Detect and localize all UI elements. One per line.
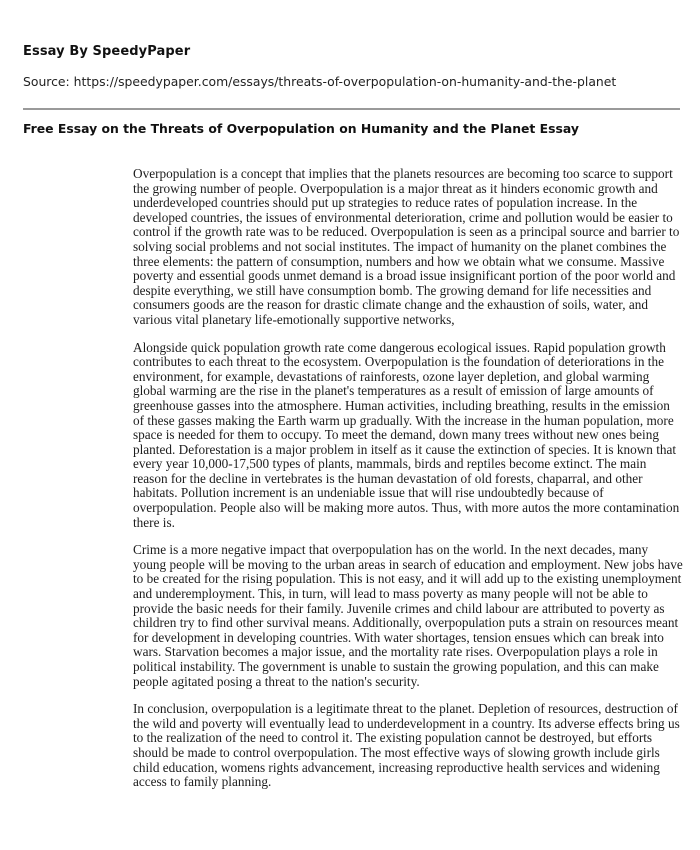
essay-paragraph: Alongside quick population growth rate come dangerous ecological issues. Rapid population growth contributes to each threat to the ecosystem. Overpopulation is the foundation of deteriorations in the environment, for example, devastations of rainforests, ozone layer depletion, and global warming global warming are the rise in the planet's temperatures as a result of emission of large amounts of greenhouse gasses into the atmosphere. Human activities, including breathing, results in the emission of these gasses making the Earth warm up gradually. With the increase in the human population, more space is needed for them to occupy. To meet the demand, down many trees without new ones being planted. Deforestation is a major problem in itself as it cause the extinction of species. It is known that every year 10,000-17,500 types of plants, mammals, birds and reptiles become extinct. The main reason for the decline in vertebrates is the human devastation of old forests, chaparral, and other habitats. Pollution increment is an undeniable issue that will rise undoubtedly because of overpopulation. People also will be making more autos. Thus, with more autos the more contamination there is. bbox=[133, 339, 680, 530]
essay-paragraph: Crime is a more negative impact that overpopulation has on the world. In the next decades, many young people will be moving to the urban areas in search of education and employment. New jobs have to be created for the rising population. This is not easy, and it will add up to the existing unemployment and underemployment. This, in turn, will lead to mass poverty as many people will not be able to provide the basic needs for their family. Juvenile crimes and child labour are attributed to poverty as children try to find other survival means. Additionally, overpopulation puts a strain on resources meant for development in developing countries. With water shortages, tension ensues which can break into wars. Starvation becomes a major issue, and the mortality rate rises. Overpopulation plays a role in political instability. The government is unable to sustain the growing population, and this can make people agitated posing a threat to the nation's security. bbox=[133, 542, 683, 689]
source-line: Source: https://speedypaper.com/essays/threats-of-overpopulation-on-humanity-and-the-planet bbox=[23, 74, 617, 89]
essay-paragraph: In conclusion, overpopulation is a legitimate threat to the planet. Depletion of resources, destruction of the wild and poverty will eventually lead to underdevelopment in a country. Its adverse effects bring us to the realization of the need to control it. The existing population cannot be destroyed, but efforts should be made to control overpopulation. The most effective ways of slowing growth include girls child education, womens rights advancement, increasing reproductive health services and widening access to family planning. bbox=[133, 701, 680, 790]
essay-paragraph: Overpopulation is a concept that implies that the planets resources are becoming too scarce to support the growing number of people. Overpopulation is a major threat as it hinders economic growth and underdeveloped countries should put up strategies to reduce rates of population increase. In the developed countries, the issues of environmental deterioration, crime and pollution would be easier to control if the growth rate was to be reduced. Overpopulation is seen as a principal source and barrier to solving social problems and not social institutes. The impact of humanity on the planet combines the three elements: the pattern of consumption, numbers and how we obtain what we consume. Massive poverty and essential goods unmet demand is a broad issue insignificant portion of the poor world and despite everything, we still have consumption bomb. The growing demand for life necessities and consumers goods are the reason for drastic climate change and the exhaustion of soils, water, and various vital planetary life-emotionally supportive networks, bbox=[133, 166, 680, 327]
brand-heading: Essay By SpeedyPaper bbox=[23, 44, 191, 59]
essay-body bbox=[133, 167, 683, 790]
divider bbox=[23, 108, 680, 110]
essay-title: Free Essay on the Threats of Overpopulation on Humanity and the Planet Essay bbox=[23, 121, 579, 136]
